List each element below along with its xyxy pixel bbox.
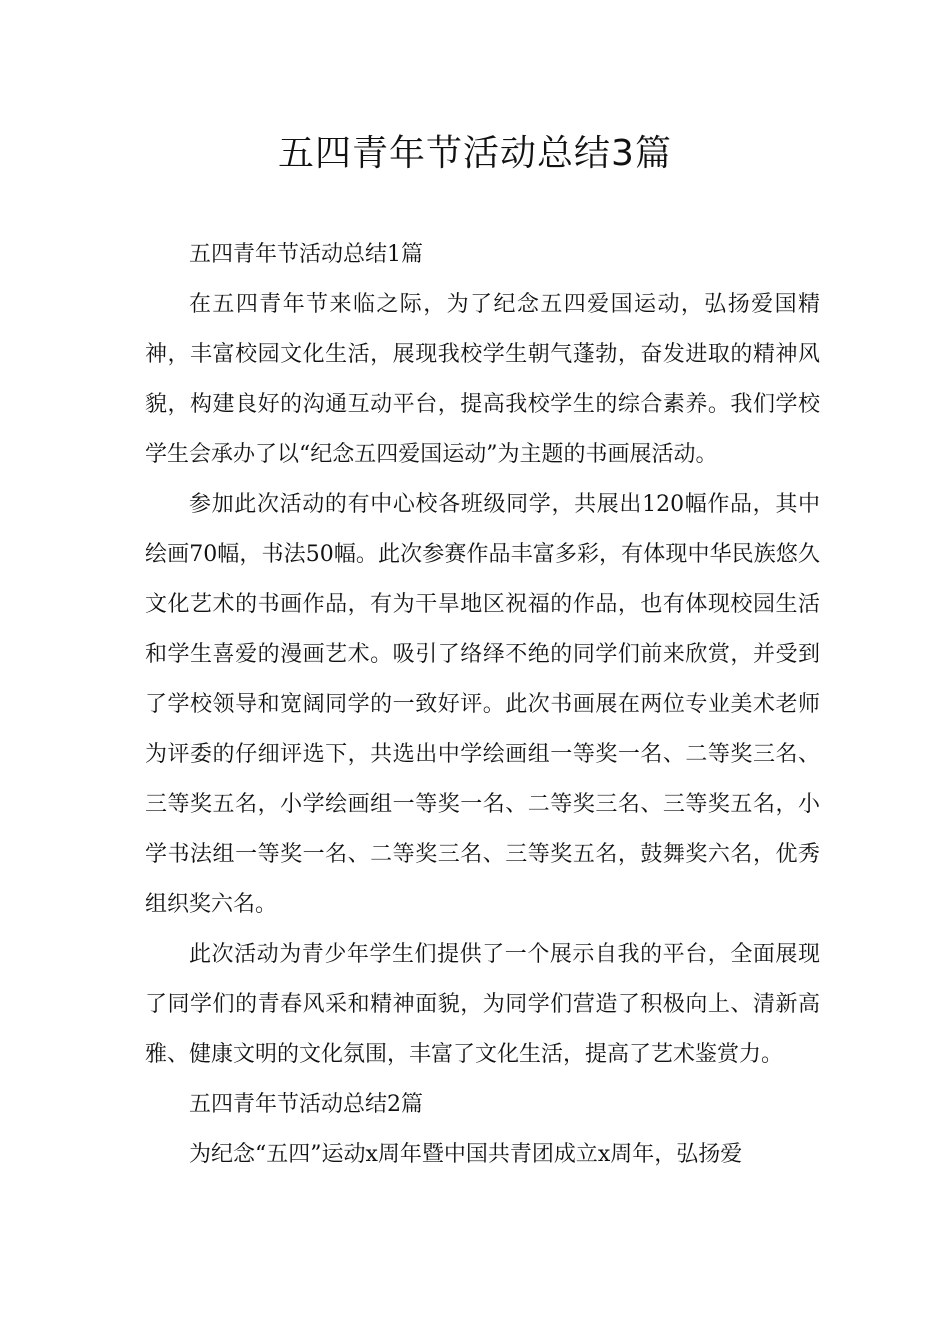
document-body xyxy=(145,230,820,1180)
section-heading-2: 五四青年节活动总结2篇 xyxy=(189,1092,423,1117)
paragraph-1: 在五四青年节来临之际，为了纪念五四爱国运动，弘扬爱国精神，丰富校园文化生活，展现我校学生朝气蓬勃，奋发进取的精神风貌，构建良好的沟通互动平台，提高我校学生的综合素养。我们学校学生会承办了以“纪念五四爱国运动”为主题的书画展活动。 xyxy=(145,292,820,467)
paragraph-2: 参加此次活动的有中心校各班级同学，共展出120幅作品，其中绘画70幅，书法50幅。此次参赛作品丰富多彩，有体现中华民族悠久文化艺术的书画作品，有为干旱地区祝福的作品，也有体现校园生活和学生喜爱的漫画艺术。吸引了络绎不绝的同学们前来欣赏，并受到了学校领导和宽阔同学的一致好评。此次书画展在两位专业美术老师为评委的仔细评选下，共选出中学绘画组一等奖一名、二等奖三名、三等奖五名，小学绘画组一等奖一名、二等奖三名、三等奖五名，小学书法组一等奖一名、二等奖三名、三等奖五名，鼓舞奖六名，优秀组织奖六名。 xyxy=(145,492,820,917)
paragraph-4: 为纪念“五四”运动x周年暨中国共青团成立x周年，弘扬爱 xyxy=(189,1142,743,1167)
document-title: 五四青年节活动总结3篇 xyxy=(278,133,672,174)
section-heading-1: 五四青年节活动总结1篇 xyxy=(189,242,423,267)
paragraph-3: 此次活动为青少年学生们提供了一个展示自我的平台，全面展现了同学们的青春风采和精神面貌，为同学们营造了积极向上、清新高雅、健康文明的文化氛围，丰富了文化生活，提高了艺术鉴赏力。 xyxy=(145,942,820,1067)
